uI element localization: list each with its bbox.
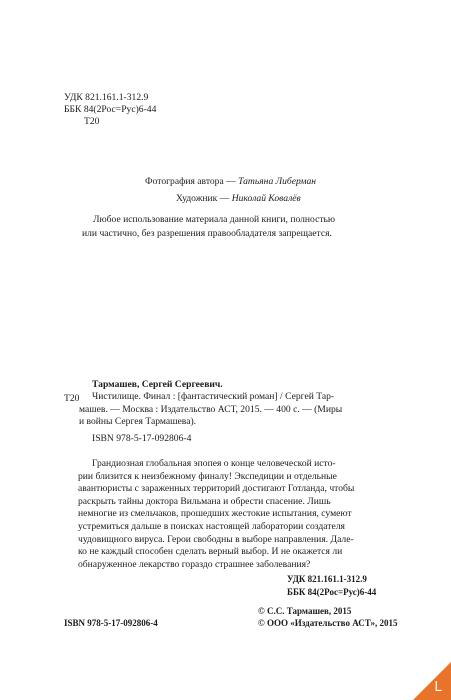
annotation-line: рии близится к неизбежному финалу! Экспедиции и отдельные [78, 470, 337, 482]
photo-credit-label: Фотография автора — [145, 176, 236, 187]
catalog-description-line: Чистилище. Финал : [фантастический роман] / Сергей Тар- [92, 391, 335, 402]
annotation-line: обнаруженное лекарство гораздо страшнее заболевания? [78, 558, 311, 570]
annotation-line: чудовищного вируса. Герои свободны в выборе направления. Дале- [78, 533, 354, 545]
copyright-notice-line-1: Любое использование материала данной книги, полностью [93, 214, 336, 225]
top-author-mark: Т20 [84, 116, 100, 127]
top-udk: УДК 821.161.1-312.9 [64, 92, 149, 103]
footer-copyright-author: © С.С. Тармашев, 2015 [258, 606, 352, 616]
footer-copyright-publisher: © ООО «Издательство АСТ», 2015 [258, 618, 398, 628]
photo-credit [145, 176, 316, 188]
catalog-isbn: ISBN 978-5-17-092806-4 [92, 433, 192, 444]
catalog-annotation [78, 458, 388, 571]
photo-credit-name: Татьяна Либерман [238, 176, 317, 187]
catalog-bbk: ББК 84(2Рос=Рус)6-44 [287, 587, 377, 597]
catalog-author: Тармашев, Сергей Сергеевич. [92, 379, 223, 390]
litres-l-icon[interactable]: L [434, 680, 442, 695]
artist-credit-name: Николай Ковалёв [231, 193, 301, 204]
catalog-author-mark: Т20 [64, 393, 80, 404]
annotation-line: устремиться дальше в поисках настоящей лаборатории создателя [78, 520, 345, 532]
annotation-line: Грандиозная глобальная эпопея о конце человеческой исто- [92, 458, 336, 469]
top-bbk: ББК 84(2Рос=Рус)6-44 [64, 104, 157, 115]
catalog-description-line: и войны Сергея Тармашева). [79, 416, 197, 428]
annotation-line: немногие из смельчаков, прошедших жестокие испытания, сумеют [78, 508, 352, 520]
catalog-description-line: машев. — Москва : Издательство АСТ, 2015. — 400 с. — (Миры [79, 403, 343, 415]
annotation-line: авантюристы с зараженных территорий достигают Готланда, чтобы [78, 483, 355, 495]
annotation-line: ко не каждый способен сделать верный выбор. И не окажется ли [78, 546, 343, 558]
catalog-description [79, 391, 386, 429]
copyright-notice-line-2: или частично, без разрешения правообладателя запрещается. [82, 228, 332, 239]
catalog-udk: УДК 821.161.1-312.9 [287, 574, 367, 584]
artist-credit-label: Художник — [176, 193, 230, 204]
annotation-line: раскрыть тайны доктора Вильмана и обрести спасение. Лишь [78, 495, 331, 507]
footer-isbn: ISBN 978-5-17-092806-4 [64, 618, 158, 628]
artist-credit [176, 193, 301, 205]
